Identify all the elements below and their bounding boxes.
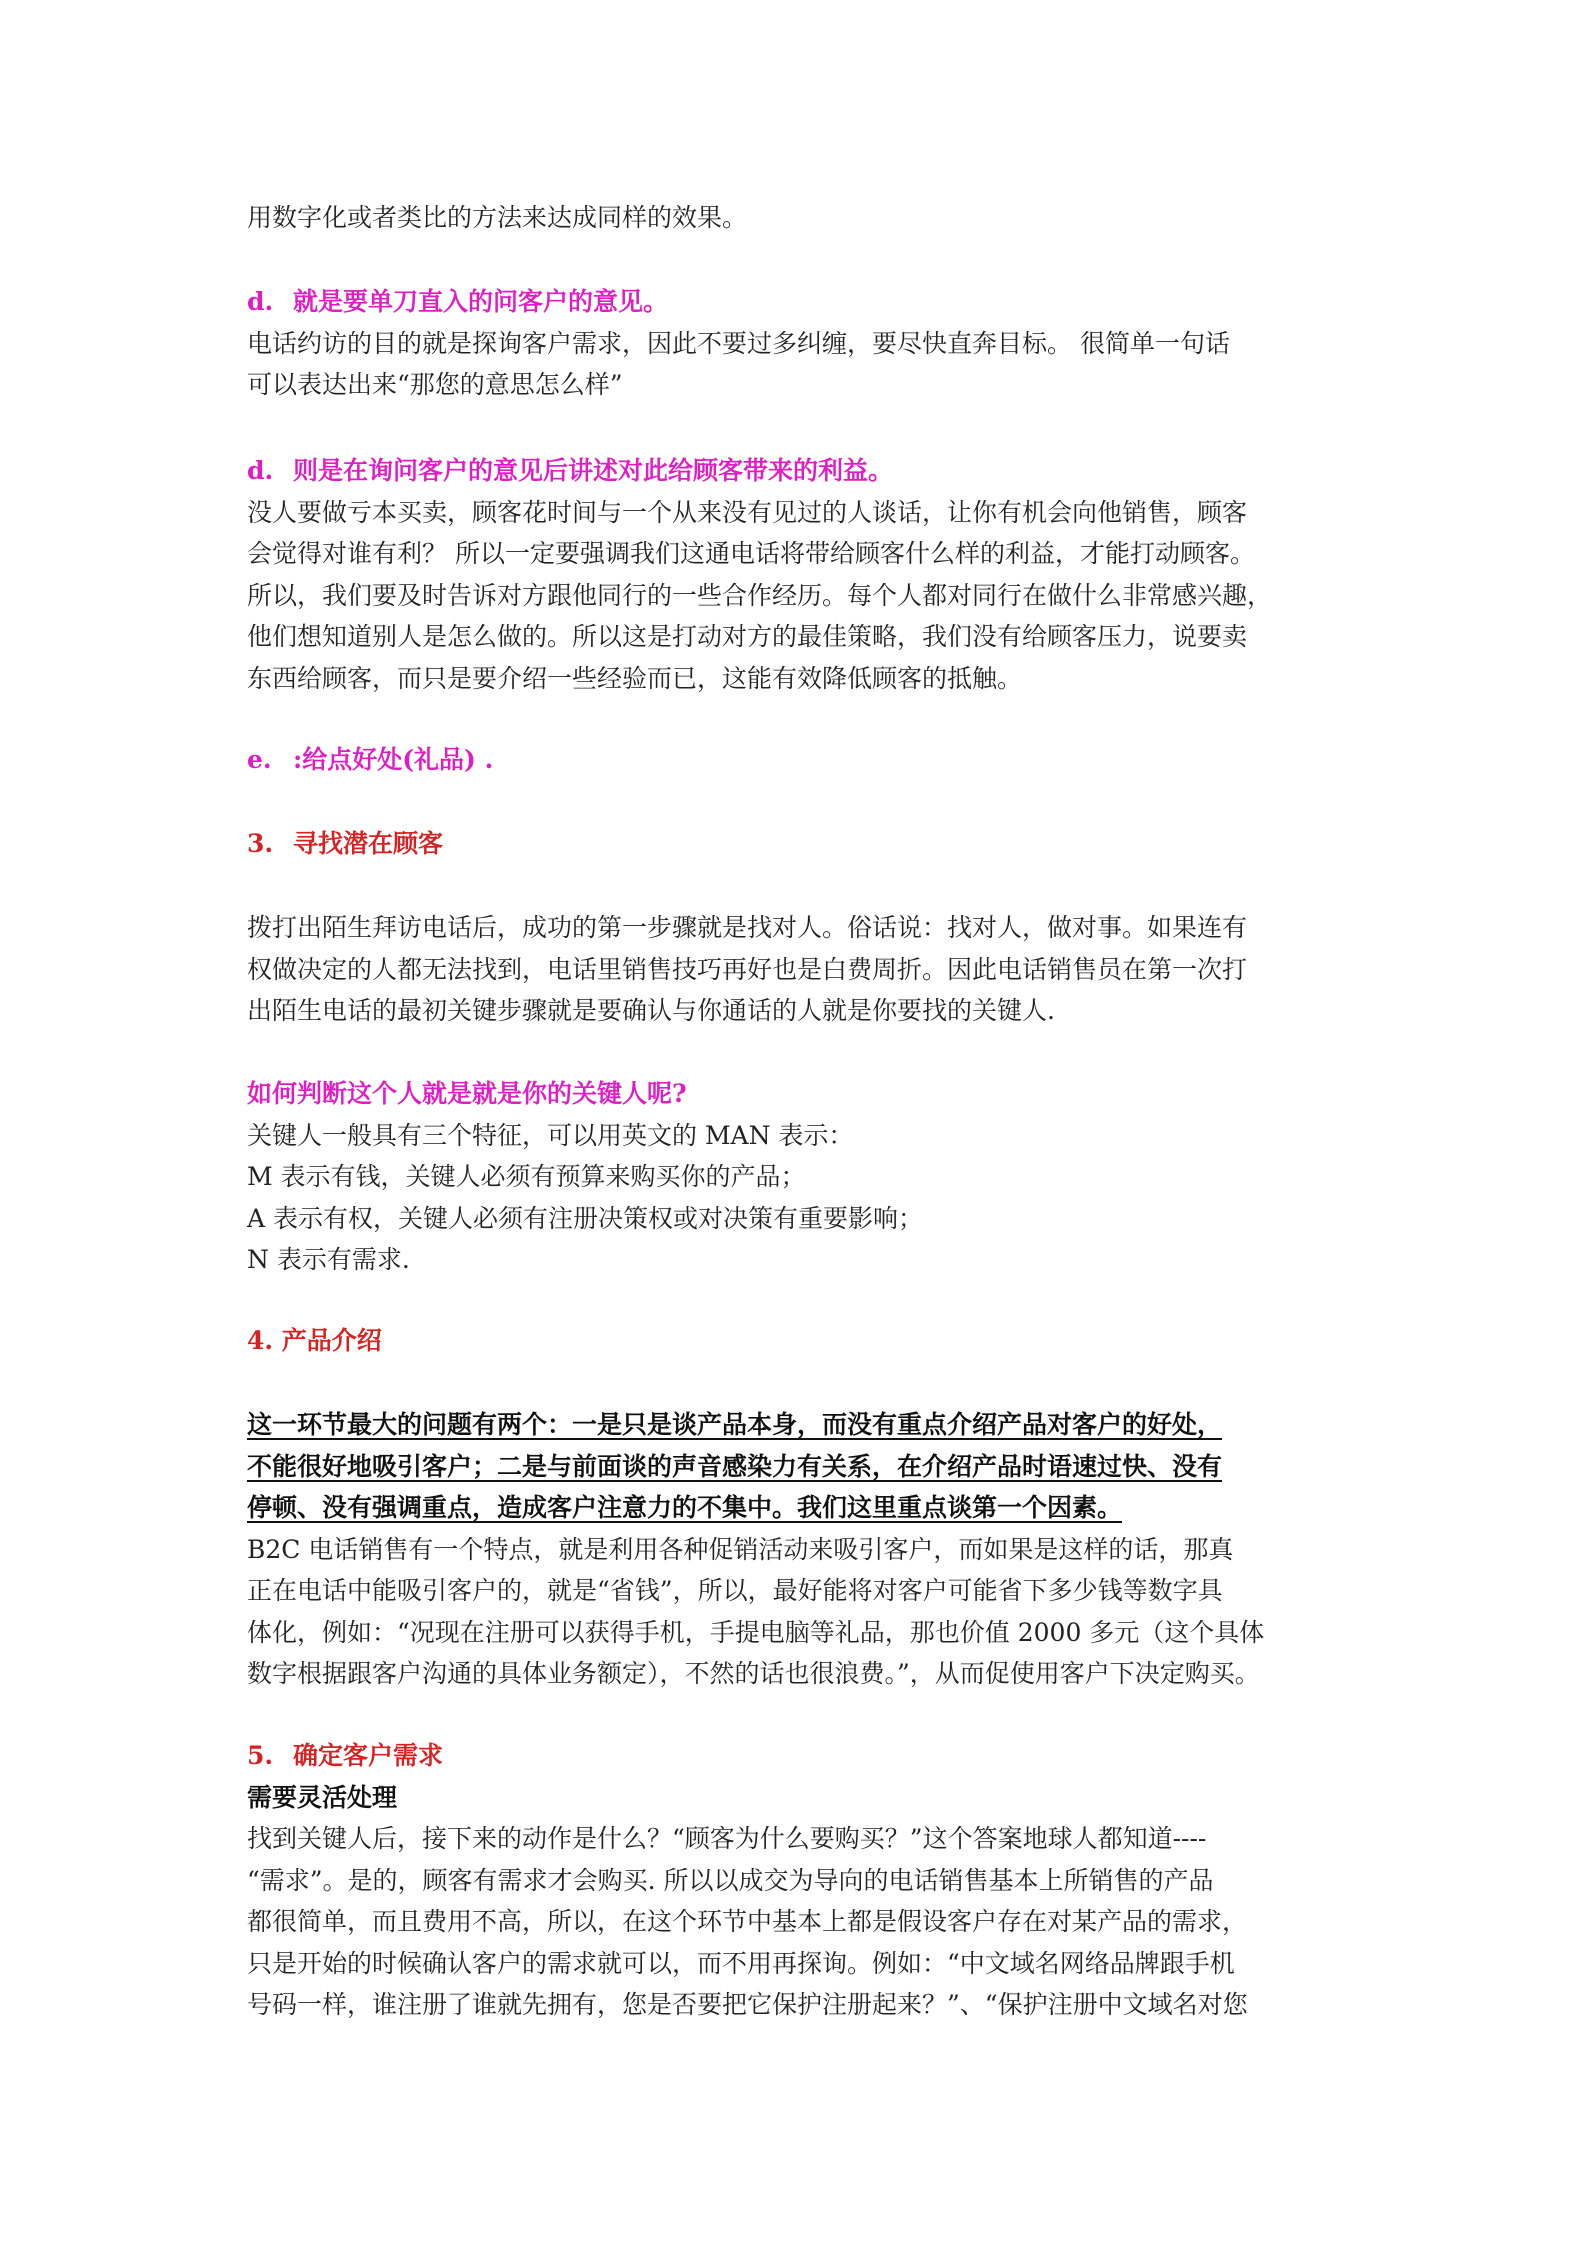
intro-paragraph [247, 197, 1357, 239]
paragraph-line: 可以表达出来“那您的意思怎么样” [247, 370, 623, 399]
paragraph-line: M 表示有钱，关键人必须有预算来购买你的产品； [247, 1162, 806, 1191]
emphasis-line: 不能很好地吸引客户；二是与前面谈的声音感染力有关系，在介绍产品时语速过快、没有 [247, 1451, 1223, 1481]
paragraph-line: 找到关键人后，接下来的动作是什么？“顾客为什么要购买？”这个答案地球人都知道---- [247, 1824, 1207, 1853]
section-heading-text: 寻找潜在顾客 [293, 829, 444, 858]
section-heading [247, 739, 1357, 781]
section-5 [247, 1735, 1357, 2026]
emphasis-line: 这一环节最大的问题有两个：一是只是谈产品本身，而没有重点介绍产品对客户的好处， [247, 1410, 1223, 1439]
paragraph-line: 会觉得对谁有利？ 所以一定要强调我们这通电话将带给顾客什么样的利益，才能打动顾客。 [247, 539, 1255, 568]
section-3-paragraph [247, 907, 1357, 1032]
section-d1 [247, 281, 1357, 406]
paragraph-line: 正在电话中能吸引客户的，就是“省钱”，所以，最好能将对客户可能省下多少钱等数字具 [247, 1576, 1223, 1605]
paragraph-line: 拨打出陌生拜访电话后，成功的第一步骤就是找对人。俗话说：找对人，做对事。如果连有 [247, 913, 1248, 942]
section-4 [247, 1320, 1357, 1362]
paragraph-line: 没人要做亏本买卖，顾客花时间与一个从来没有见过的人谈话，让你有机会向他销售，顾客 [247, 497, 1248, 527]
section-heading: 如何判断这个人就是就是你的关键人呢? [247, 1079, 687, 1108]
paragraph-line: 出陌生电话的最初关键步骤就是要确认与你通话的人就是你要找的关键人. [247, 996, 1055, 1025]
section-4-body [247, 1404, 1357, 1695]
paragraph-line: A 表示有权，关键人必须有注册决策权或对决策有重要影响； [247, 1203, 924, 1233]
paragraph-line: 权做决定的人都无法找到，电话里销售技巧再好也是白费周折。因此电话销售员在第一次打 [247, 954, 1248, 984]
paragraph-line: 体化，例如：“况现在注册可以获得手机，手提电脑等礼品，那也价值 2000 多元（这个具体 [247, 1617, 1265, 1647]
section-heading [247, 1735, 1357, 1777]
section-heading: 4. 产品介绍 [247, 1326, 382, 1355]
paragraph-line: 东西给顾客，而只是要介绍一些经验而已，这能有效降低顾客的抵触。 [247, 663, 1023, 693]
section-subheading: 需要灵活处理 [247, 1782, 398, 1812]
section-heading-text: 就是要单刀直入的问客户的意见。 [293, 287, 669, 316]
paragraph-line: 关键人一般具有三个特征，可以用英文的 MAN 表示： [247, 1120, 854, 1150]
paragraph-line: 数字根据跟客户沟通的具体业务额定），不然的话也很浪费。”，从而促使用客户下决定购买。 [247, 1659, 1260, 1688]
emphasis-line: 停顿、没有强调重点，造成客户注意力的不集中。我们这里重点谈第一个因素。 [247, 1493, 1123, 1522]
paragraph-line: 他们想知道别人是怎么做的。所以这是打动对方的最佳策略，我们没有给顾客压力，说要卖 [247, 622, 1248, 651]
section-man [247, 1073, 1357, 1281]
section-heading [247, 450, 1357, 492]
paragraph-line: 号码一样，谁注册了谁就先拥有，您是否要把它保护注册起来？”、“保护注册中文域名对您 [247, 1990, 1248, 2019]
paragraph-line: 电话约访的目的就是探询客户需求，因此不要过多纠缠，要尽快直奔目标。 很简单一句话 [247, 328, 1230, 358]
section-3 [247, 823, 1357, 865]
section-marker: e. [247, 745, 272, 774]
section-d2 [247, 450, 1357, 699]
section-heading-text: 确定客户需求 [293, 1741, 444, 1770]
section-marker: 5. [247, 1741, 274, 1770]
paragraph-line: 都很简单，而且费用不高，所以，在这个环节中基本上都是假设客户存在对某产品的需求， [247, 1907, 1248, 1936]
paragraph-line: 用数字化或者类比的方法来达成同样的效果。 [247, 203, 748, 232]
section-marker: d. [247, 287, 274, 316]
paragraph-line: B2C 电话销售有一个特点，就是利用各种促销活动来吸引客户，而如果是这样的话，那真 [247, 1534, 1234, 1564]
section-marker: 3. [247, 829, 274, 858]
section-heading [247, 281, 1357, 323]
paragraph-line: N 表示有需求. [247, 1245, 410, 1274]
section-marker: d. [247, 456, 274, 485]
paragraph-line: 只是开始的时候确认客户的需求就可以，而不用再探询。例如：“中文域名网络品牌跟手机 [247, 1948, 1235, 1978]
paragraph-line: 所以，我们要及时告诉对方跟他同行的一些合作经历。每个人都对同行在做什么非常感兴趣， [247, 580, 1273, 610]
section-heading-text: 则是在询问客户的意见后讲述对此给顾客带来的利益。 [293, 456, 894, 485]
section-heading [247, 823, 1357, 865]
section-e [247, 739, 1357, 781]
section-heading-text: :给点好处(礼品) . [293, 745, 494, 774]
paragraph-line: “需求”。是的，顾客有需求才会购买. 所以以成交为导向的电话销售基本上所销售的产品 [247, 1865, 1214, 1895]
